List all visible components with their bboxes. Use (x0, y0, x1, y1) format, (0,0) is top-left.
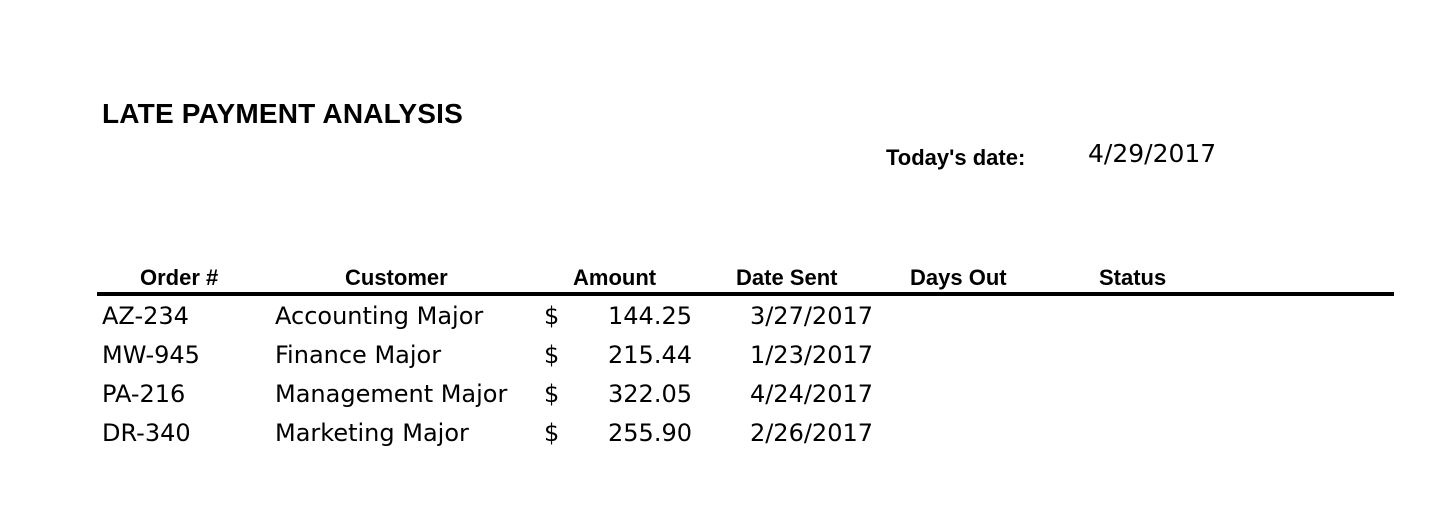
cell-date-sent[interactable]: 3/27/2017 (749, 302, 873, 330)
header-divider (97, 292, 1394, 296)
cell-currency: $ (544, 341, 560, 369)
cell-date-sent[interactable]: 2/26/2017 (749, 419, 873, 447)
cell-status[interactable] (1095, 414, 1235, 453)
cell-status[interactable] (1095, 297, 1235, 336)
cell-order[interactable]: AZ-234 (102, 302, 189, 330)
cell-date-sent[interactable]: 1/23/2017 (749, 341, 873, 369)
cell-currency: $ (544, 302, 560, 330)
todays-date-value[interactable]: 4/29/2017 (1088, 139, 1217, 168)
cell-customer[interactable]: Marketing Major (275, 419, 469, 447)
sheet-title[interactable]: LATE PAYMENT ANALYSIS (102, 98, 463, 129)
cell-customer[interactable]: Finance Major (275, 341, 442, 369)
header-date-sent[interactable]: Date Sent (736, 265, 838, 290)
cell-amount[interactable]: 144.25 (608, 302, 692, 330)
header-customer[interactable]: Customer (345, 265, 448, 290)
cell-order[interactable]: PA-216 (102, 380, 186, 408)
cell-days-out[interactable] (905, 336, 1025, 375)
cell-days-out[interactable] (905, 297, 1025, 336)
cell-date-sent[interactable]: 4/24/2017 (749, 380, 873, 408)
header-status[interactable]: Status (1099, 265, 1167, 290)
cell-currency: $ (544, 380, 560, 408)
cell-days-out[interactable] (905, 414, 1025, 453)
cell-order[interactable]: DR-340 (102, 419, 191, 447)
header-order[interactable]: Order # (140, 265, 219, 290)
header-amount[interactable]: Amount (573, 265, 657, 290)
cell-customer[interactable]: Accounting Major (275, 302, 484, 330)
cell-status[interactable] (1095, 375, 1235, 414)
cell-amount[interactable]: 215.44 (608, 341, 692, 369)
cell-status[interactable] (1095, 336, 1235, 375)
todays-date-label[interactable]: Today's date: (886, 145, 1026, 170)
cell-amount[interactable]: 322.05 (608, 380, 692, 408)
header-days-out[interactable]: Days Out (910, 265, 1007, 290)
cell-amount[interactable]: 255.90 (608, 419, 692, 447)
cell-customer[interactable]: Management Major (275, 380, 508, 408)
cell-days-out[interactable] (905, 375, 1025, 414)
cell-order[interactable]: MW-945 (102, 341, 200, 369)
cell-currency: $ (544, 419, 560, 447)
